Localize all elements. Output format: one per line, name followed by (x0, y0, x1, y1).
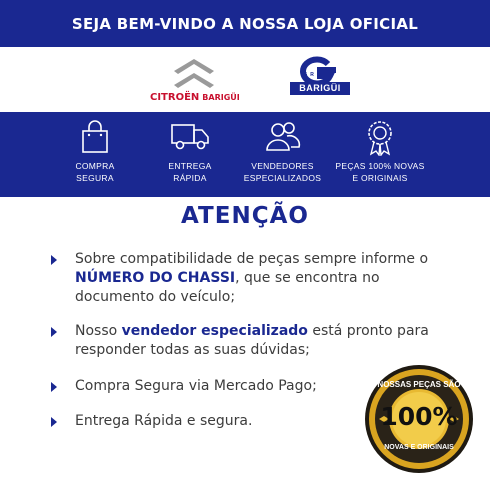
caret-right-icon (50, 380, 58, 398)
caret-right-icon (50, 325, 58, 343)
feature-line1: PEÇAS 100% NOVAS (335, 161, 425, 171)
brand-logos (0, 47, 490, 112)
bullet-text: Compra Segura via Mercado Pago; (75, 378, 317, 394)
people-icon (265, 120, 301, 159)
caret-right-icon (50, 253, 58, 271)
caret-right-icon (50, 415, 58, 433)
feature-vendedores (235, 112, 330, 197)
bullet-strong: NÚMERO DO CHASSI (75, 270, 236, 286)
quality-badge-icon (364, 120, 396, 161)
bullet-text-after: está pronto para responder todas as suas dúvidas; (75, 323, 429, 358)
seal-top-text: NOSSAS PEÇAS SÃO (377, 380, 461, 389)
grupo-word: GRUPO (303, 72, 337, 78)
feature-entrega-rapida (145, 112, 235, 197)
feature-pecas-originais (330, 112, 430, 197)
grupo-name: BARIGÜI (290, 82, 350, 95)
welcome-text: SEJA BEM-VINDO A NOSSA LOJA OFICIAL (71, 14, 419, 33)
bullet-text-after: , que se encontra no documento do veículo; (75, 270, 380, 305)
feature-line1: COMPRA (75, 161, 115, 171)
feature-line2: ESPECIALIZADOS (243, 173, 322, 183)
grupo-barigui-g-icon (298, 56, 342, 82)
bullet-text: Nosso (75, 323, 122, 339)
citroen-brand-text: CITROËN (150, 92, 200, 103)
feature-line2: E ORIGINAIS (352, 173, 408, 183)
attention-title: ATENÇÃO (181, 203, 309, 229)
shopping-bag-icon (80, 120, 110, 159)
seal-percent: 100% (380, 402, 458, 431)
features-strip (0, 112, 490, 197)
delivery-truck-icon (170, 120, 210, 157)
feature-compra-segura (50, 112, 140, 197)
welcome-banner (0, 0, 490, 47)
bullet-text: Entrega Rápida e segura. (75, 413, 253, 429)
citroen-dealer-text: BARIGÜI (202, 93, 240, 102)
feature-line2: SEGURA (76, 173, 114, 183)
feature-line1: VENDEDORES (251, 161, 314, 171)
citroen-barigui-logo (150, 53, 280, 108)
feature-line1: ENTREGA (168, 161, 212, 171)
seal-bottom-text: NOVAS E ORIGINAIS (384, 444, 454, 451)
feature-line2: RÁPIDA (173, 173, 207, 183)
bullet-text: Sobre compatibilidade de peças sempre informe o (75, 251, 429, 267)
bullet-strong: vendedor especializado (121, 323, 308, 339)
citroen-chevrons-icon (170, 55, 218, 91)
quality-seal (364, 364, 474, 474)
grupo-barigui-logo (290, 56, 350, 106)
